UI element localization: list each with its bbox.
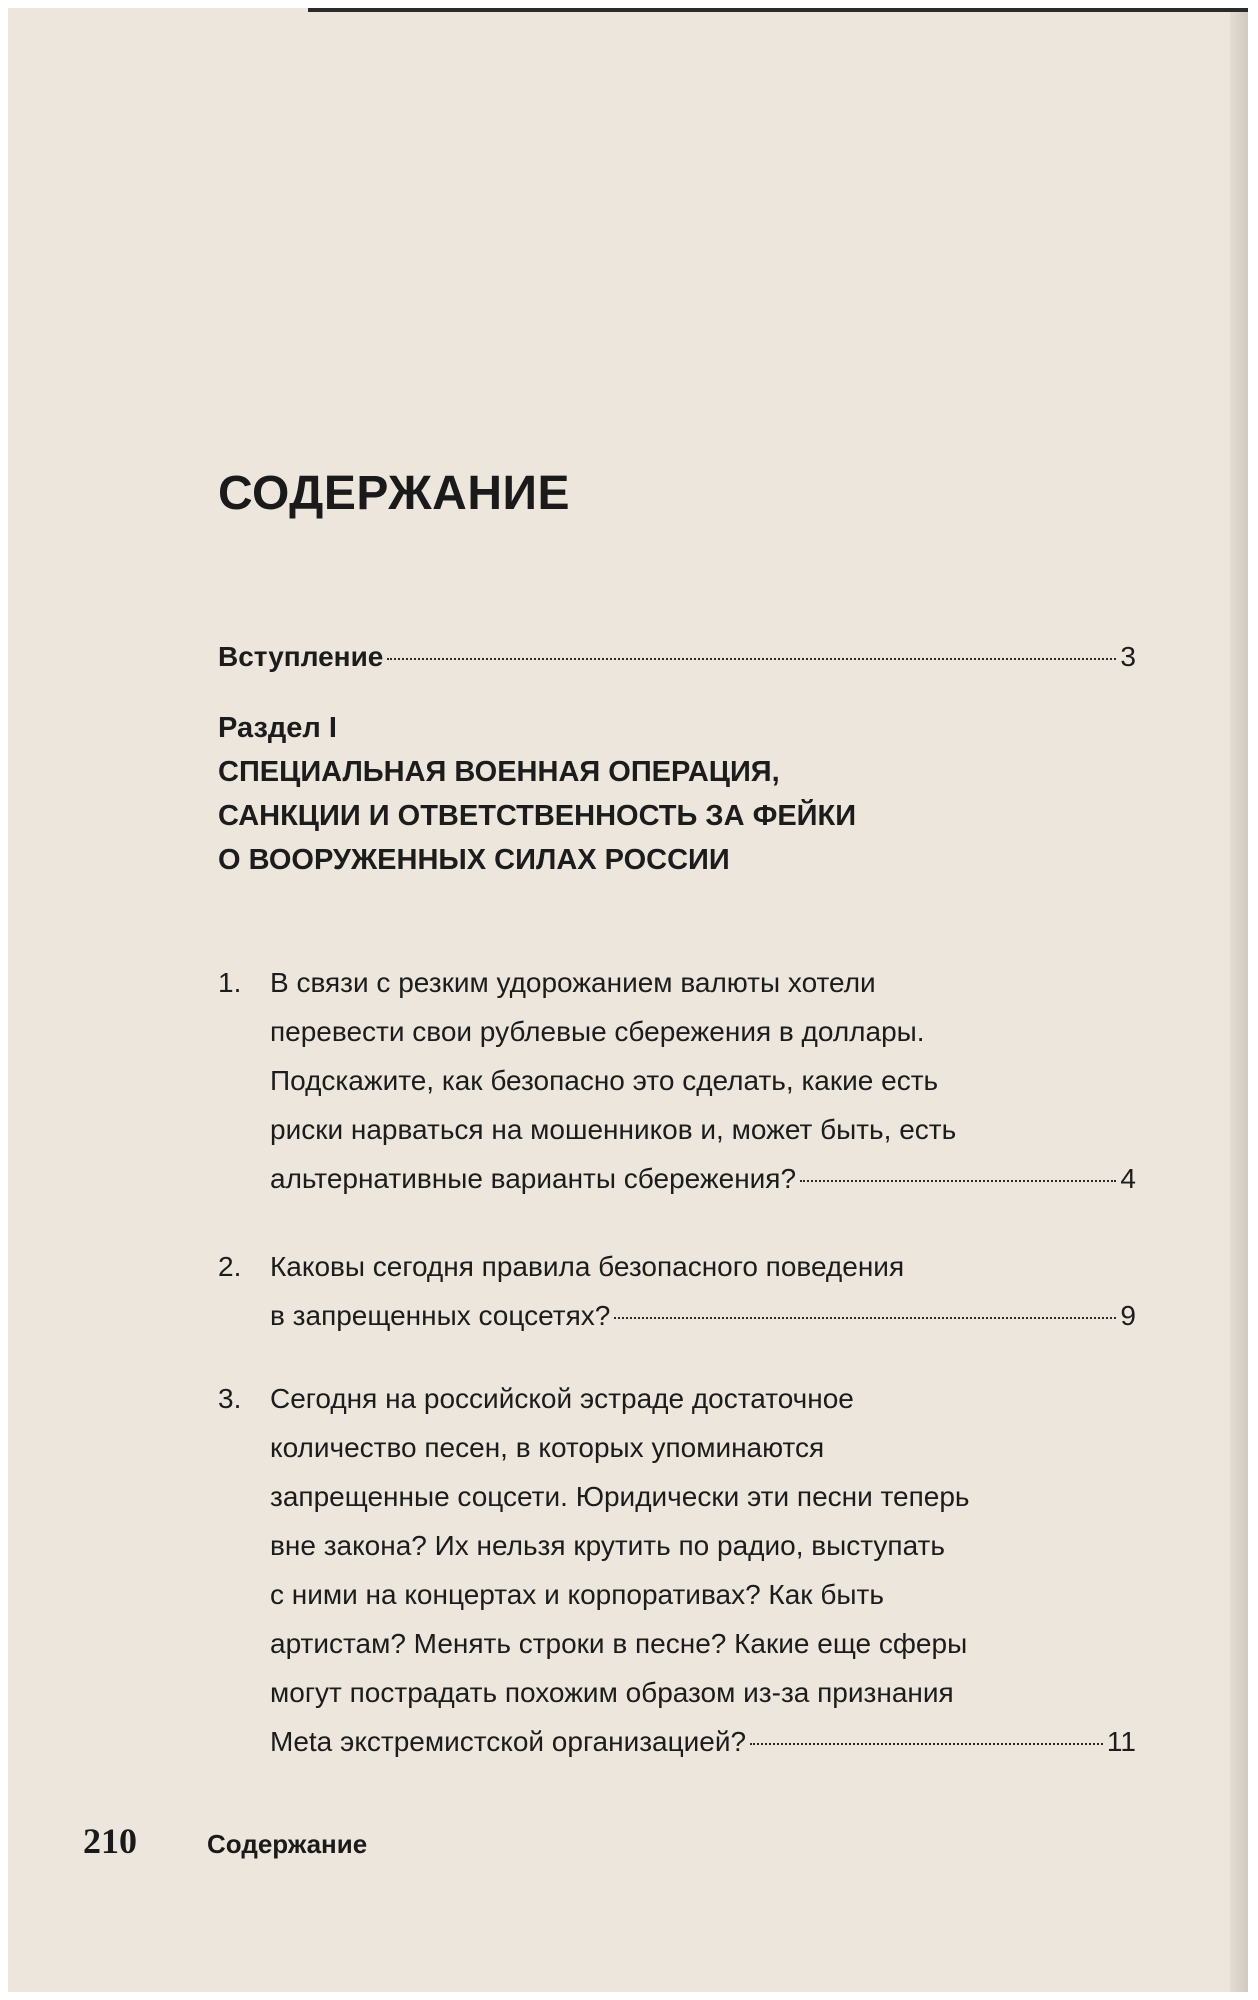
page-top-edge [308,8,1248,12]
toc-entry-page: 4 [1120,1163,1136,1194]
question-line: в запрещенных соцсетях? [270,1300,611,1331]
toc-entry-page: 3 [1120,641,1136,672]
question-line: могут пострадать похожим образом из-за признания [270,1677,954,1708]
section-title-line: О ВООРУЖЕННЫХ СИЛАХ РОССИИ [218,844,730,876]
page-edge-shadow [1230,8,1248,1992]
question-line: Подскажите, как безопасно это сделать, какие есть [270,1065,939,1096]
dot-leader [387,658,1116,660]
question-line: количество песен, в которых упоминаются [270,1432,825,1463]
toc-entry-question[interactable] [218,958,1136,1203]
page-title: СОДЕРЖАНИЕ [218,467,570,520]
question-line: В связи с резким удорожанием валюты хотели [270,967,876,998]
question-line: артистам? Менять строки в песне? Какие еще сферы [270,1628,968,1659]
question-last-line [270,1717,1136,1766]
page-number: 210 [83,1821,137,1861]
section-title-line: САНКЦИИ И ОТВЕТСТВЕННОСТЬ ЗА ФЕЙКИ [218,800,857,832]
question-last-line [270,1154,1136,1203]
question-last-line [270,1291,1136,1340]
question-line: вне закона? Их нельзя крутить по радио, выступать [270,1530,945,1561]
toc-entry-page: 9 [1120,1300,1136,1331]
section-label: Раздел I [218,712,337,744]
question-line: запрещенные соцсети. Юридически эти песни теперь [270,1481,970,1512]
running-title: Содержание [207,1829,368,1859]
question-line: с ними на концертах и корпоративах? Как быть [270,1579,884,1610]
question-number: 2. [218,1251,242,1282]
book-page [8,8,1248,1992]
question-line: перевести свои рублевые сбережения в доллары. [270,1016,925,1047]
toc-entry-label: Вступление [218,641,384,672]
question-line: Каковы сегодня правила безопасного поведения [270,1251,905,1282]
question-line: Сегодня на российской эстраде достаточное [270,1383,854,1414]
section-heading [218,706,1136,882]
question-number: 3. [218,1383,242,1414]
dot-leader [800,1180,1116,1182]
dot-leader [750,1743,1103,1745]
page-footer [83,1820,367,1862]
toc-entry-page: 11 [1106,1726,1136,1757]
toc-entry-intro[interactable] [218,641,1136,673]
question-line: альтернативные варианты сбережения? [270,1163,797,1194]
toc-entry-question[interactable] [218,1242,1136,1340]
question-line: Meta экстремистской организацией? [270,1726,747,1757]
section-title-line: СПЕЦИАЛЬНАЯ ВОЕННАЯ ОПЕРАЦИЯ, [218,756,780,788]
question-number: 1. [218,967,242,998]
dot-leader [614,1317,1116,1319]
question-line: риски нарваться на мошенников и, может быть, есть [270,1114,957,1145]
toc-entry-question[interactable] [218,1374,1136,1766]
